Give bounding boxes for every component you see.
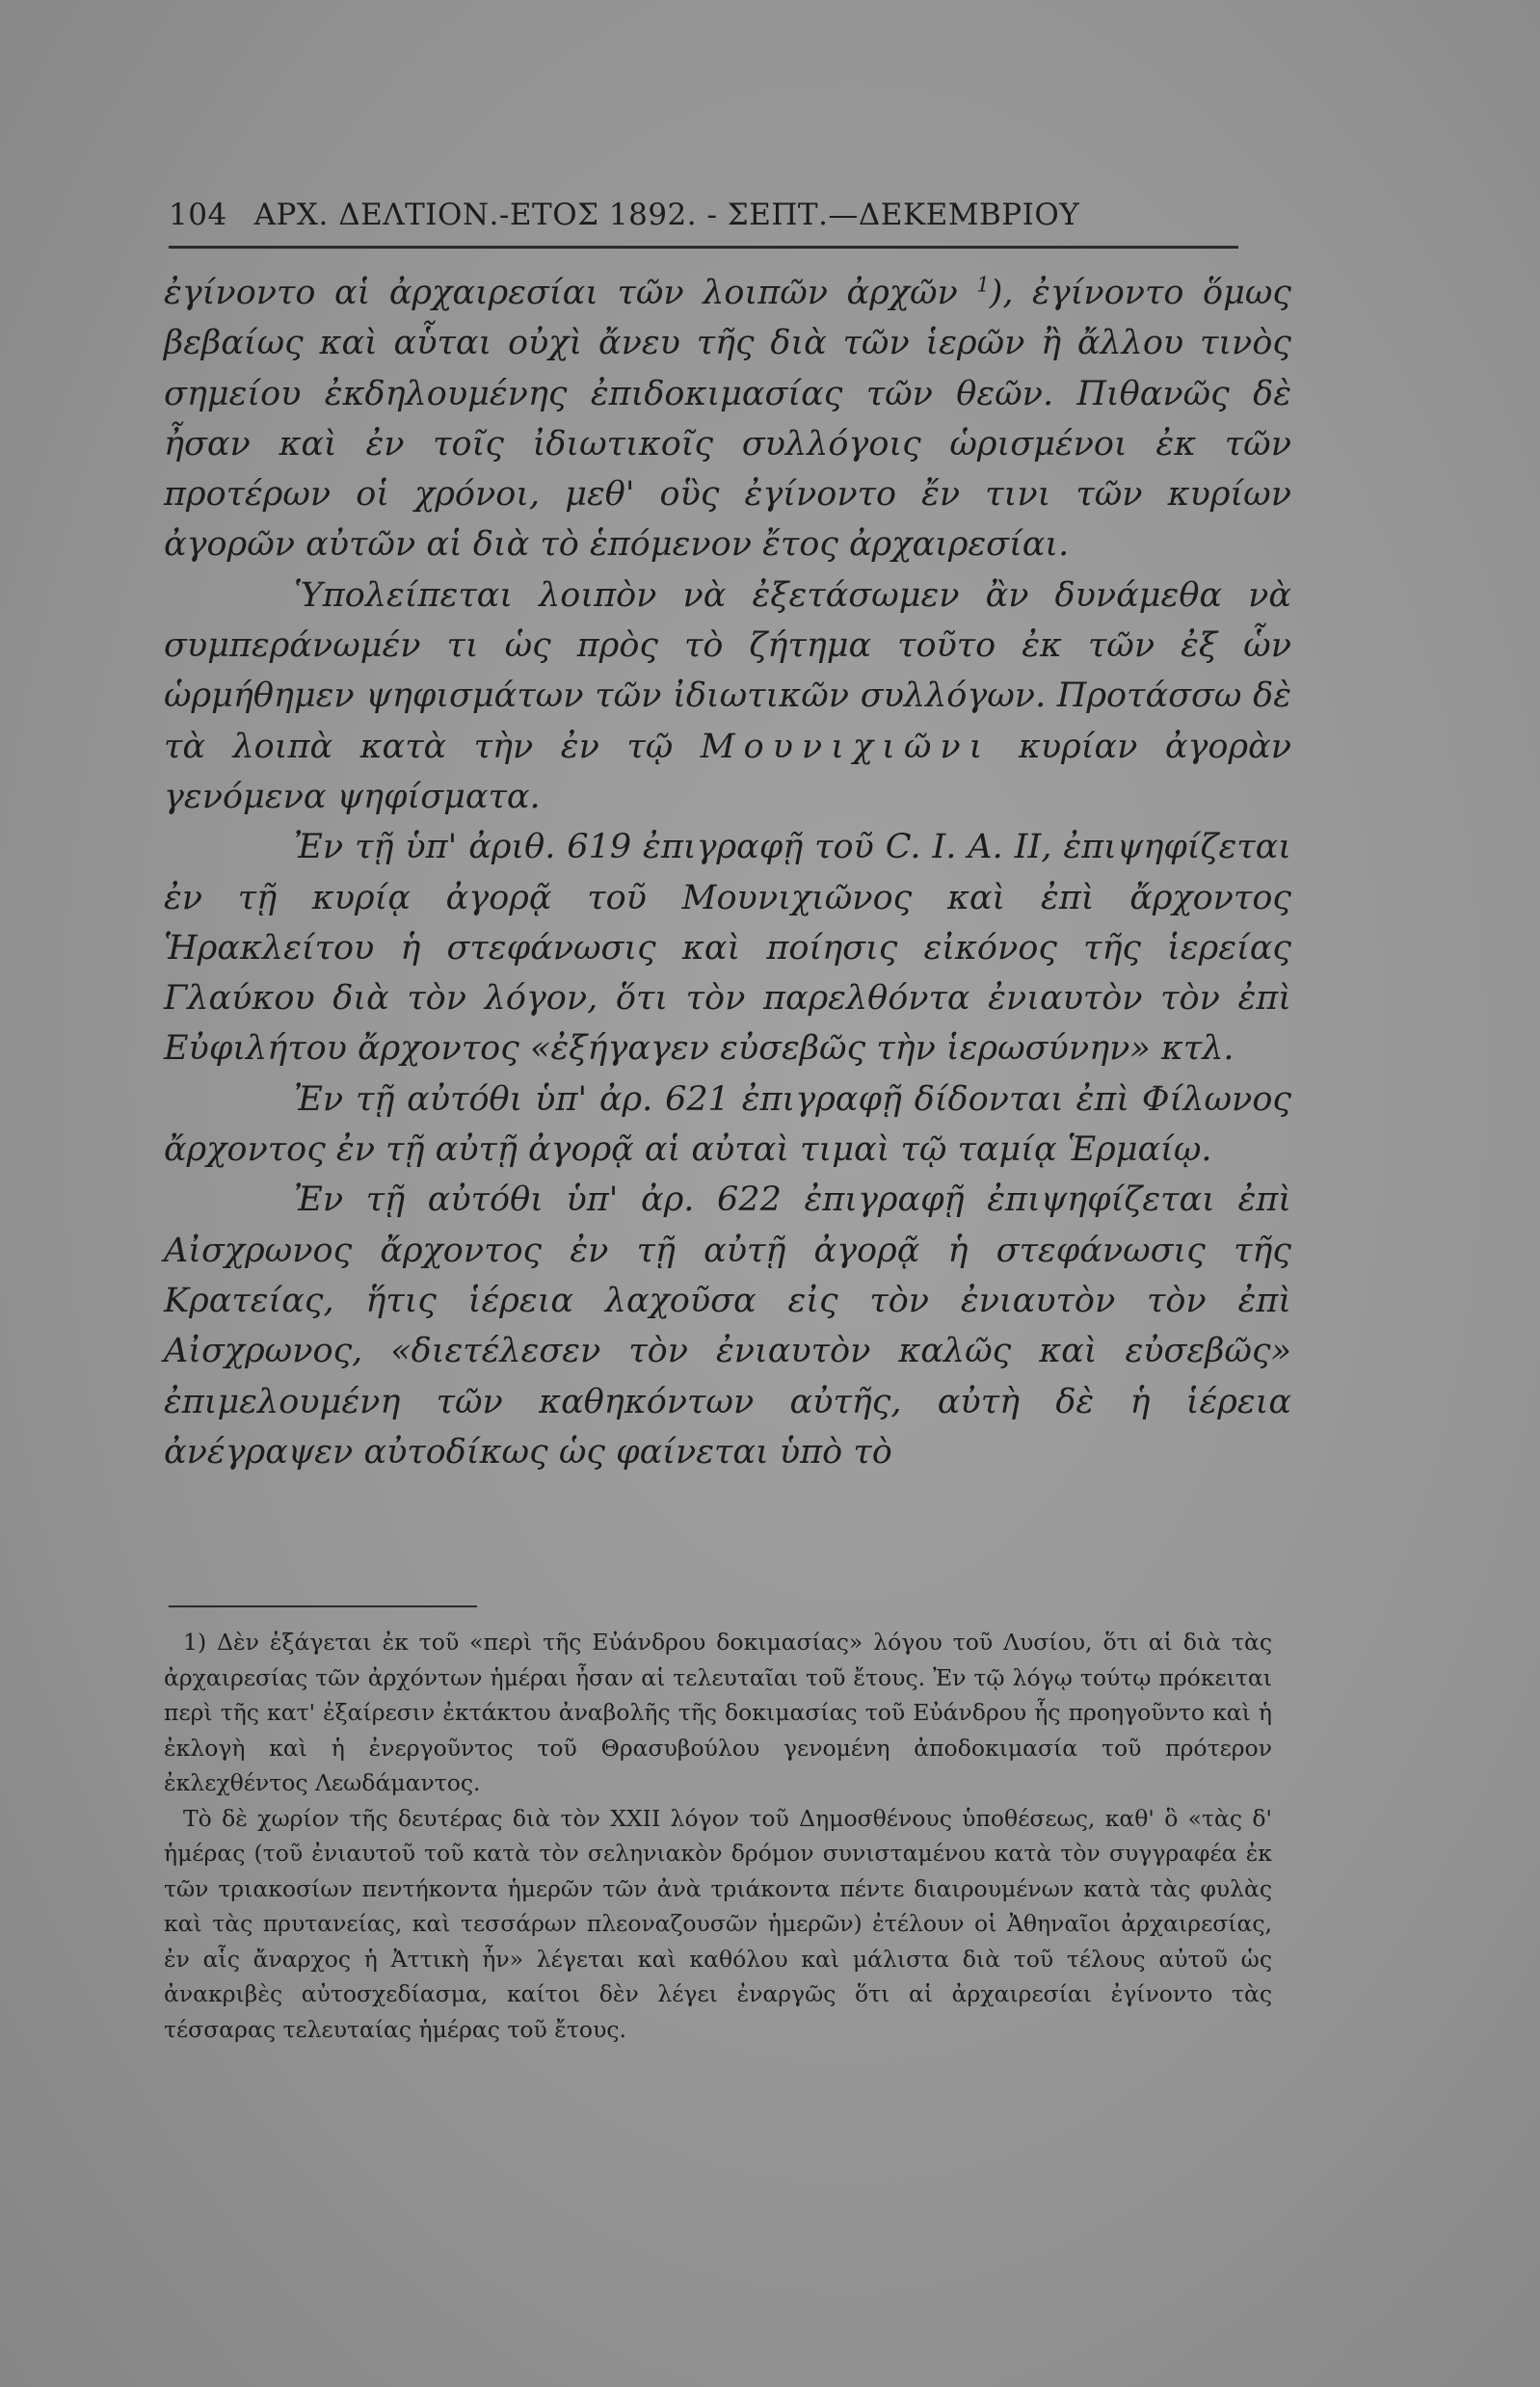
footnote-1-continuation: Τὸ δὲ χωρίον τῆς δευτέρας διὰ τὸν XXII λόγον τοῦ Δημοσθένους ὑποθέσεως, καθ' ὃ «τὰς δ' ἡμέρας (τοῦ ἐνιαυτοῦ τοῦ κατὰ τὸν σεληνιακὸν δρόμον συνισταμένου κατὰ τὸν συγγραφέα ἐκ τῶν τριακοσίων πεντήκοντα ἡμερῶν τῶν ἀνὰ τριάκοντα πέντε διαιρουμένων κατὰ τὰς φυλὰς καὶ τὰς πρυτανείας, καὶ τεσσάρων πλεοναζουσῶν ἡμερῶν) ἐτέλουν οἱ Ἀθηναῖοι ἀρχαιρεσίας, ἐν αἷς ἄναρχος ἡ Ἀττικὴ ἦν» λέγεται καὶ καθόλου καὶ μάλιστα διὰ τοῦ τέλους αὐτοῦ ὡς ἀνακριβὲς αὐτοσχεδίασμα, καίτοι δὲν λέγει ἐναργῶς ὅτι αἱ ἀρχαιρεσίαι ἐγίνοντο τὰς τέσσαρας τελευταίας ἡμέρας τοῦ ἔτους. [164, 1804, 1272, 2043]
paragraph-1 [164, 268, 1291, 570]
header-rule [169, 246, 1238, 249]
footnote-rule [169, 1605, 477, 1607]
footnote-ref-1: 1 [976, 273, 990, 297]
footnote-1 [164, 1625, 1272, 1801]
paragraph-2-text-a: Ὑπολείπεται λοιπὸν νὰ ἐξετάσωμεν ἂν δυνάμεθα νὰ συμπεράνωμέν τι ὡς πρὸς τὸ ζήτημα τοῦτο ἐκ τῶν ἐξ ὧν ὡρμήθημεν ψηφισμάτων τῶν ἰδιωτικῶν συλλόγων. Προτάσσω δὲ τὰ λοιπὰ κατὰ τὴν ἐν τῷ [164, 575, 1291, 766]
footnotes [164, 1625, 1272, 2047]
paragraph-5: Ἐν τῇ αὐτόθι ὑπ' ἀρ. 622 ἐπιγραφῇ ἐπιψηφίζεται ἐπὶ Αἰσχρωνος ἄρχοντος ἐν τῇ αὐτῇ ἀγορᾷ ἡ στεφάνωσις τῆς Κρατείας, ἥτις ἱέρεια λαχοῦσα εἰς τὸν ἐνιαυτὸν τὸν ἐπὶ Αἰσχρωνος, «διετέλεσεν τὸν ἐνιαυτὸν καλῶς καὶ εὐσεβῶς» ἐπιμελουμένη τῶν καθηκόντων αὐτῆς, αὐτὴ δὲ ἡ ἱέρεια ἀνέγραψεν αὐτοδίκως ὡς φαίνεται ὑπὸ τὸ [164, 1180, 1291, 1472]
paragraph-3: Ἐν τῇ ὑπ' ἀριθ. 619 ἐπιγραφῇ τοῦ C. I. A. II, ἐπιψηφίζεται ἐν τῇ κυρίᾳ ἀγορᾷ τοῦ Μουνιχιῶνος καὶ ἐπὶ ἄρχοντος Ἡρακλείτου ἡ στεφάνωσις καὶ ποίησις εἰκόνος τῆς ἱερείας Γλαύκου διὰ τὸν λόγον, ὅτι τὸν παρελθόντα ἐνιαυτὸν τὸν ἐπὶ Εὐφιλήτου ἄρχοντος «ἐξήγαγεν εὐσεβῶς τὴν ἱερωσύνην» κτλ. [164, 828, 1291, 1069]
footnote-1-text: Δὲν ἐξάγεται ἐκ τοῦ «περὶ τῆς Εὐάνδρου δοκιμασίας» λόγου τοῦ Λυσίου, ὅτι αἱ διὰ τὰς ἀρχαιρεσίας τῶν ἀρχόντων ἡμέραι ἦσαν αἱ τελευταῖαι τοῦ ἔτους. Ἐν τῷ λόγῳ τούτῳ πρόκειται περὶ τῆς κατ' ἐξαίρεσιν ἐκτάκτου ἀναβολῆς τῆς δοκιμασίας τοῦ Εὐάνδρου ἧς προηγοῦντο καὶ ἡ ἐκλογὴ καὶ ἡ ἐνεργοῦντος τοῦ Θρασυβούλου γενομένη ἀποδοκιμασία τοῦ πρότερον ἐκλεχθέντος Λεωδάμαντος. [164, 1629, 1272, 1796]
running-title: ΑΡΧ. ΔΕΛΤΙΟΝ.-ΕΤΟΣ 1892. - ΣΕΠΤ.—ΔΕΚΕΜΒΡΙΟΥ [253, 198, 1080, 232]
paragraph-2 [164, 570, 1291, 822]
paragraph-2-text-b: κυρίαν ἀγορὰν γενόμενα ψηφίσματα. [164, 727, 1291, 816]
paragraph-1-text-a: ἐγίνοντο αἱ ἀρχαιρεσίαι τῶν λοιπῶν ἀρχῶν [164, 274, 958, 312]
spaced-word: Μουνιχιῶνι [700, 727, 992, 766]
paragraph-1-text-b: ), ἐγίνοντο ὅμως βεβαίως καὶ αὗται οὐχὶ ἄνευ τῆς διὰ τῶν ἱερῶν ἢ ἄλλου τινὸς σημείου ἐκδηλουμένης ἐπιδοκιμασίας τῶν θεῶν. Πιθανῶς δὲ ἦσαν καὶ ἐν τοῖς ἰδιωτικοῖς συλλόγοις ὡρισμένοι ἐκ τῶν προτέρων οἱ χρόνοι, μεθ' οὓς ἐγίνοντο ἔν τινι τῶν κυρίων ἀγορῶν αὐτῶν αἱ διὰ τὸ ἑπόμενον ἔτος ἀρχαιρεσίαι. [164, 274, 1291, 565]
paragraph-4: Ἐν τῇ αὐτόθι ὑπ' ἀρ. 621 ἐπιγραφῇ δίδονται ἐπὶ Φίλωνος ἄρχοντος ἐν τῇ αὐτῇ ἀγορᾷ αἱ αὐταὶ τιμαὶ τῷ ταμίᾳ Ἑρμαίῳ. [164, 1079, 1291, 1170]
page-number: 104 [169, 198, 227, 232]
running-header [169, 198, 1238, 232]
footnote-marker: 1) [183, 1629, 207, 1656]
main-text [164, 268, 1291, 1477]
